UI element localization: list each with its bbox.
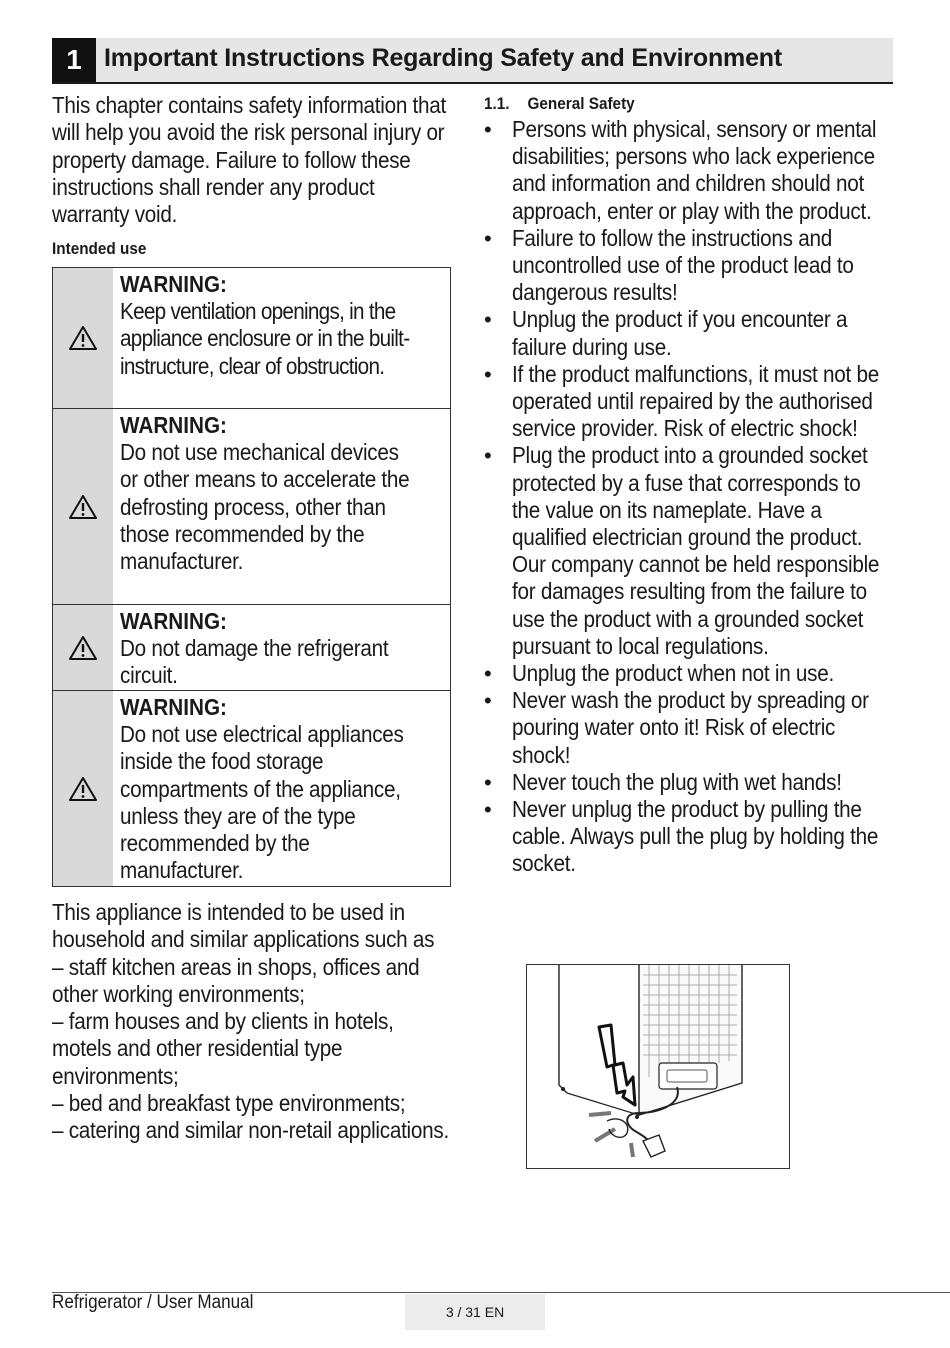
chapter-title: Important Instructions Regarding Safety and Environment bbox=[104, 44, 782, 72]
right-column bbox=[484, 92, 904, 878]
warning-title: WARNING: bbox=[120, 412, 227, 438]
section-heading bbox=[484, 92, 880, 116]
usage-item: – catering and similar non-retail applications. bbox=[52, 1117, 449, 1144]
safety-bullet-list bbox=[484, 116, 904, 878]
warning-text: Do not use mechanical devices or other means to accelerate the defrosting process, other than those recommended by the manufacturer. bbox=[120, 439, 410, 575]
list-item: • Unplug the product if you encounter a failure during use. bbox=[484, 306, 904, 360]
usage-item: – staff kitchen areas in shops, offices and other working environments; bbox=[52, 953, 420, 1007]
list-item: • Failure to follow the instructions and uncontrolled use of the product lead to dangerous results! bbox=[484, 225, 904, 307]
page-number: 3 / 31 EN bbox=[405, 1294, 545, 1330]
section-title: General Safety bbox=[527, 94, 635, 113]
list-item: • Never touch the plug with wet hands! bbox=[484, 769, 904, 796]
warning-triangle-icon bbox=[53, 409, 113, 604]
list-item: • Never wash the product by spreading or pouring water onto it! Risk of electric shock! bbox=[484, 687, 904, 769]
chapter-header bbox=[52, 38, 893, 84]
usage-item: – bed and breakfast type environments; bbox=[52, 1090, 406, 1117]
warning-row bbox=[53, 605, 450, 691]
intro-paragraph: This chapter contains safety information that will help you avoid the risk personal injury or property damage. Failure to follow these instructions shall render any product warranty void. bbox=[52, 92, 447, 228]
usage-lead: This appliance is intended to be used in household and similar applications such as bbox=[52, 899, 435, 953]
warning-title: WARNING: bbox=[120, 608, 227, 634]
list-item: • Persons with physical, sensory or mental disabilities; persons who lack experience and information and children should not approach, enter or play with the product. bbox=[484, 116, 904, 225]
warning-triangle-icon bbox=[53, 268, 113, 408]
warning-row bbox=[53, 409, 450, 605]
list-item: • Never unplug the product by pulling the cable. Always pull the plug by holding the socket. bbox=[484, 796, 904, 878]
warning-table bbox=[52, 267, 451, 887]
chapter-number: 1 bbox=[52, 38, 96, 82]
unplug-illustration-icon bbox=[526, 964, 790, 1169]
warning-text: Do not damage the refrigerant circuit. bbox=[120, 635, 389, 689]
warning-triangle-icon bbox=[53, 605, 113, 690]
list-item: • If the product malfunctions, it must not be operated until repaired by the authorised service provider. Risk of electric shock! bbox=[484, 361, 904, 443]
warning-title: WARNING: bbox=[120, 694, 227, 720]
warning-title: WARNING: bbox=[120, 271, 227, 297]
intended-use-heading: Intended use bbox=[52, 239, 147, 259]
left-column bbox=[52, 92, 460, 260]
warning-row bbox=[53, 691, 450, 886]
footer-title: Refrigerator / User Manual bbox=[52, 1292, 254, 1313]
warning-text: Keep ventilation openings, in the appliance enclosure or in the built-instructure, clear of obstruction. bbox=[120, 298, 410, 379]
intended-use-text bbox=[52, 899, 457, 1145]
warning-triangle-icon bbox=[53, 691, 113, 886]
list-item: • Plug the product into a grounded socket protected by a fuse that corresponds to the value on its nameplate. Have a qualified electrician ground the product. Our company cannot be held responsible for damages resulting from the failure to use the product with a grounded socket pursuant to local regulations. bbox=[484, 442, 904, 660]
list-item: • Unplug the product when not in use. bbox=[484, 660, 904, 687]
warning-row bbox=[53, 268, 450, 409]
usage-item: – farm houses and by clients in hotels, motels and other residential type environments; bbox=[52, 1008, 394, 1089]
warning-text: Do not use electrical appliances inside the food storage compartments of the appliance, unless they are of the type recommended by the manufacturer. bbox=[120, 721, 404, 884]
section-number: 1.1. bbox=[484, 94, 510, 113]
